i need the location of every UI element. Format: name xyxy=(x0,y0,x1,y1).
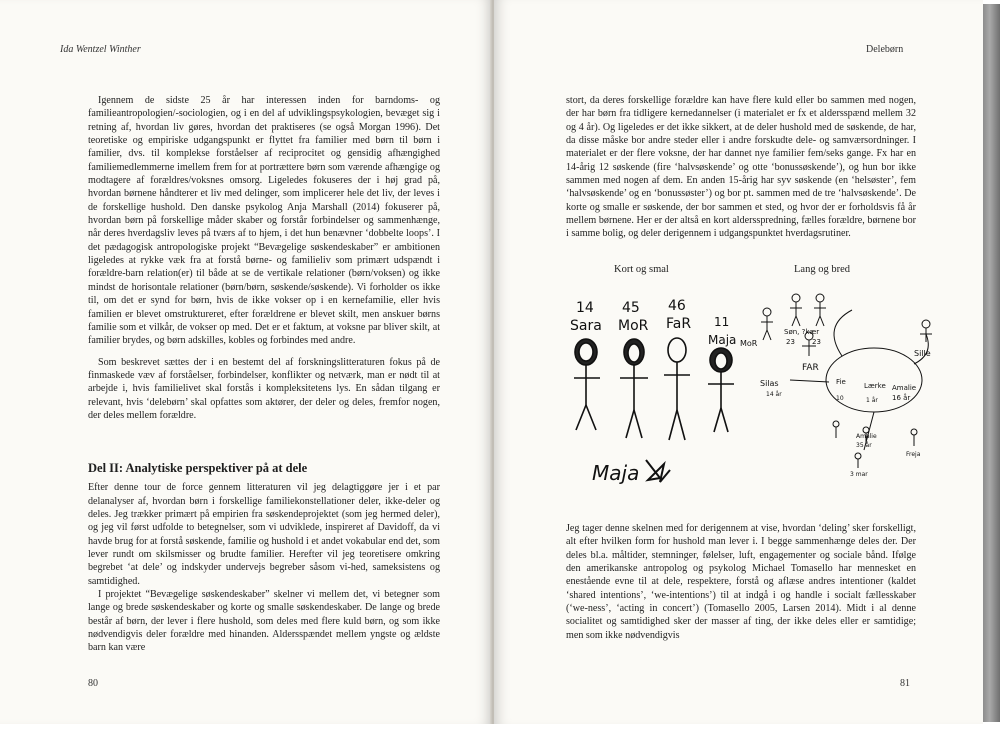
network-label: Amalie xyxy=(856,433,877,440)
network-drawing xyxy=(761,294,932,468)
network-label: 10 xyxy=(836,395,844,402)
page-number-right: 81 xyxy=(900,678,910,689)
right-body-text-top xyxy=(566,94,916,241)
label-age: 45 xyxy=(622,300,640,316)
network-label: 3 mar xyxy=(850,471,868,478)
label-age: 11 xyxy=(714,315,730,329)
right-body-text-bottom xyxy=(566,522,916,642)
running-head-right: Delebørn xyxy=(866,44,904,55)
network-label: Fie xyxy=(836,378,846,386)
paragraph: Som beskrevet sættes der i en bestemt del af forskningslitteraturen fokus på de finmaskede væv af forståelser, forbindelser, konflikter og netværk, man er nødt til at arbejde i, hvis familielivet skal forstås i kompleksitetens lys. En sådan tilgang er relevant, hvis ‘delebørn’ skal opfattes som aktører, der deler og deles, fremfor nogen, der deles mellem forældre. xyxy=(88,356,440,421)
network-label: FAR xyxy=(802,363,819,373)
label-name: Sara xyxy=(570,318,602,334)
section xyxy=(88,462,440,655)
label-name: FaR xyxy=(666,316,692,332)
page-number-left: 80 xyxy=(88,678,98,689)
stick-figure-maja xyxy=(708,348,734,432)
network-label: 14 år xyxy=(766,391,782,398)
network-label: 23 xyxy=(786,338,795,346)
network-label: 1 år xyxy=(866,397,878,404)
network-label: Lærke xyxy=(864,382,886,390)
paragraph: I projektet “Bevægelige søskendeskaber” skelner vi mellem det, vi betegner som lange og brede søskendeskaber og korte og smalle søskendeskaber. De lange og brede består af børn, der lever i flere hushold, som deles med flere kuld børn, og som ikke nødvendigvis deler forældre med hinanden. Aldersspændet mellem yngste og ældste barn kan være xyxy=(88,589,440,654)
network-label: Sille xyxy=(914,349,931,358)
paragraph: stort, da deres forskellige forældre kan have flere kuld eller bo sammen med nogen, der har børn fra tidligere kernedannelser (i materialet er fx et aldersspænd mellem 32 og 4 år). Og ligeledes er det ikke sikkert, at de deler hushold med de søskende, de har, da disse måske bor andre steder eller i andre forskudte dele- og samværsordninger. I materialet er der flere voksne, der har dannet nye familier fem/seks gange. Fx har en 14-årig 12 søskende (fire ‘halvsøskende’ og otte ‘bonussøskende’), og hun bor ikke sammen med nogen af dem. En anden 15-årig har syv søskende (en ‘helsøster’, fem ‘halvsøskende’ og en ‘bonussøster’) og bor pt. sammen med de tre ‘halvsøskende’. De korte og smalle er søskende, der bor sammen et sted, og hvor der er forholdsvis få år mellem børnene. Her er der altså en kort aldersspredning, fælles forældre, børnene bor i samme bolig, og deler derigennem i udgangspunktet hverdagsrutiner. xyxy=(566,95,916,240)
network-label: Søn, ?kær xyxy=(784,328,820,336)
right-page-edge xyxy=(983,4,1000,722)
figure-caption-left: Kort og smal xyxy=(614,264,669,275)
scribble-icon xyxy=(646,460,670,482)
stick-figure-mor xyxy=(620,339,648,438)
paragraph: Jeg tager denne skelnen med for derigennem at vise, hvordan ‘deling’ sker forskelligt, alt efter hvilken form for hushold man lever i. I begge sammenhænge deles der. Der deles bl.a. måltider, stemninger, følelser, luft, engagementer og sociale bånd. Ifølge den amerikanske antropolog og psykolog Michael Tomasello har mennesket en enestående evne til at dele, respektere, forstå og aflæse andres intentioner (kaldet ‘shared intentions’, ‘we-intentions’) til at indgå i og handle i socialt fællesskaber (‘we-ness’, ‘acting in concert’) (Tomasello 2005, Larsen 2014). Midt i al denne socialitet og samtidighed sker der masser af ting, der ikke deles eller er samtidige; men som ikke nødvendigvis xyxy=(566,523,916,641)
network-label: Silas xyxy=(760,379,779,388)
network-label: Amalie xyxy=(892,384,917,392)
paragraph: Efter denne tour de force gennem litteraturen vil jeg delagtiggøre jer i et par delanalyser af, hvordan børn i forskellige familiekonstellationer deler, ikke-deler og deles. Jeg trækker primært på empirien fra søskendeprojektet (som jeg hermed deler), og jeg vil først udfolde to betegnelser, som vi udviklede, inspireret af Davidoff, da vi havde brug for at forstå søskende, familie og hushold i et andet vokabular end det, som lever rundt om skilsmisser og brudte familier. Herefter vil jeg teoretisere omkring begrebet ‘at dele’ og indskyder undervejs begreber såsom vi-hed, sameksistens og samtidighed. xyxy=(88,482,440,587)
label-age: 14 xyxy=(576,300,594,316)
paragraph: Igennem de sidste 25 år har interessen inden for barndoms- og familieantropologien/-sociologien, og i en del af udviklingspsykologien, bevæget sig i retning af, hvordan liv gøres, hvordan det praktiseres (se også Morgan 1996). Det teoretiske og empiriske udgangspunkt er flyttet fra familier med børn til børn i familier, dvs. til komplekse forståelser af reciprocitet og gensidig afhængighed familiemedlemmerne imellem frem for at portrættere børn som værende afhængige og modtagere af forældres/voksnes omsorg. Ligeledes fokuseres der i høj grad på, hvordan børnene håndterer et liv med delinger, som implicerer hele det liv, der leves i de forskellige hushold. Den danske psykolog Anja Marshall (2014) fokuserer på, hvordan børn på forskellige måder skaber og forstår forbindelser og sammenhænge, når deres hverdagsliv leves på tværs af to hjem, i det hun benævner ‘dobbelte loops’. I det pædagogisk antropologiske projekt “Bevægelige søskendeskaber” er ambitionen ligeledes at rykke væk fra at forstå børne- og familieliv som primært udspændt i forældre-barn relation(er) til både at se de vertikale relationer (børn/voksen) og ikke mindst de horisontale relationer (børn/børn, søskende/søskende). Vi forholder os ikke til, om det er synd for børn, hvis de ikke vokser op i en kernefamilie, eller hvis familien er blevet omstruktureret, efter forældrene er blevet skilt, men anskuer børns familie som et vilkår, de vokser op med. Det er et faktum, at voksne par bliver skilt, at familier brydes, og børn adskilles, kobles og forbindes med andre. xyxy=(88,95,440,347)
family-drawings-figure xyxy=(570,260,954,510)
signature: Maja xyxy=(592,461,640,485)
stick-figure-sara xyxy=(574,339,600,430)
figure-caption-right: Lang og bred xyxy=(794,264,850,275)
left-body-text xyxy=(88,94,440,422)
label-name: Maja xyxy=(708,333,737,347)
running-head-left: Ida Wentzel Winther xyxy=(60,44,141,55)
network-label: 23 xyxy=(812,338,821,346)
network-label: Freja xyxy=(906,451,921,458)
section-heading: Del II: Analytiske perspektiver på at dele xyxy=(88,461,308,475)
label-age: 46 xyxy=(668,298,686,314)
network-label: 16 år xyxy=(892,394,911,402)
stick-figure-far xyxy=(664,338,690,440)
network-label: 35 år xyxy=(856,442,872,449)
label-name: MoR xyxy=(618,318,649,334)
left-page xyxy=(0,0,492,724)
network-label: MoR xyxy=(740,339,758,348)
